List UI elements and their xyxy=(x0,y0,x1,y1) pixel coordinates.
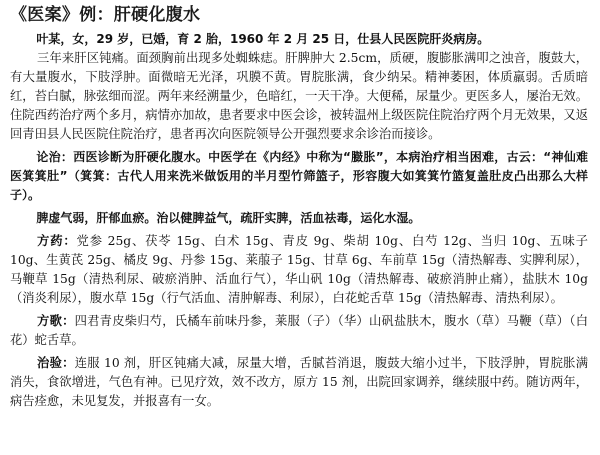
patient-info: 叶某，女，29 岁，已婚，育 2 胎，1960 年 2 月 25 日，仕县人民医院肝炎病房。 xyxy=(36,32,490,46)
prescription-paragraph xyxy=(10,232,588,308)
verse-paragraph xyxy=(10,312,588,350)
outcome-paragraph xyxy=(10,354,588,411)
case-title: 《医案》例：肝硬化腹水 xyxy=(10,5,201,25)
prescription-text: 党参 25g、茯苓 15g、白术 15g、青皮 9g、柴胡 10g、白芍 12g、当归 10g、五味子 10g、生黄芪 25g、橘皮 9g、丹参 15g、莱菔子 15g、甘草 6g、车前草 15g（清热解毒、实脾利尿），马鞭草 15g（清热利尿、破瘀消肿、活血行气），华山矾 10g（清热解毒、破瘀消肿止痛），盐肤木 10g（消炎利尿），腹水草 15g（行气活血、清肿解毒、利尿），白花蛇舌草 15g（清热解毒、清热利尿）。 xyxy=(10,234,588,305)
discussion-text: 西医诊断为肝硬化腹水。中医学在《内经》中称为“臌胀”，本病治疗相当困难，古云：“神仙难医箕箕肚”（箕箕：古代人用来洗米做饭用的半月型竹筛篮子，形容腹大如箕箕竹篮复盖肚皮凸出那么大样子）。 xyxy=(10,150,588,202)
outcome-label: 治验： xyxy=(37,356,75,370)
verse-text: 四君青皮柴归芍，氏橘车前味丹参，莱服（子）（华）山矾盐肤木，腹水（草）马鞭（草）（白花）蛇舌草。 xyxy=(10,314,588,347)
discussion-paragraph xyxy=(10,148,588,205)
treatment-principle: 脾虚气弱，肝郁血瘀。治以健脾益气，疏肝实脾，活血祛毒，运化水湿。 xyxy=(36,211,421,225)
outcome-text: 连服 10 剂，肝区钝痛大减，尿量大增，舌腻苔消退，腹鼓大缩小过半，下肢浮肿，胃脘胀满消失，食欲增进，气色有神。已见疗效，效不改方，原方 15 剂，出院回家调养，继续服中药。随访两年，病告痊愈，未见复发，并报喜有一女。 xyxy=(10,356,588,408)
prescription-label: 方药： xyxy=(37,234,77,248)
history-paragraph: 三年来肝区钝痛。面颈胸前出现多处蜘蛛痣。肝脾肿大 2.5cm，质硬，腹膨胀满叩之浊音，腹鼓大，有大量腹水，下肢浮肿。面微暗无光泽，巩膜不黄。胃脘胀满，食少纳呆。精神萎困，体质羸弱。舌质暗红，苔白腻，脉弦细而涩。两年来经溯量少，色暗红，一天干净。大便稀，尿量少。更医多人，屡治无效。住院西药治疗两个多月，病情亦加故，患者要求中医会诊，被转温州上级医院住院治疗两个月无效果，又返回青田县人民医院住院治疗，患者再次向医院领导公开强烈要求余诊治而接诊。 xyxy=(10,51,588,141)
discussion-label: 论治： xyxy=(36,150,74,164)
verse-label: 方歌： xyxy=(37,314,75,328)
